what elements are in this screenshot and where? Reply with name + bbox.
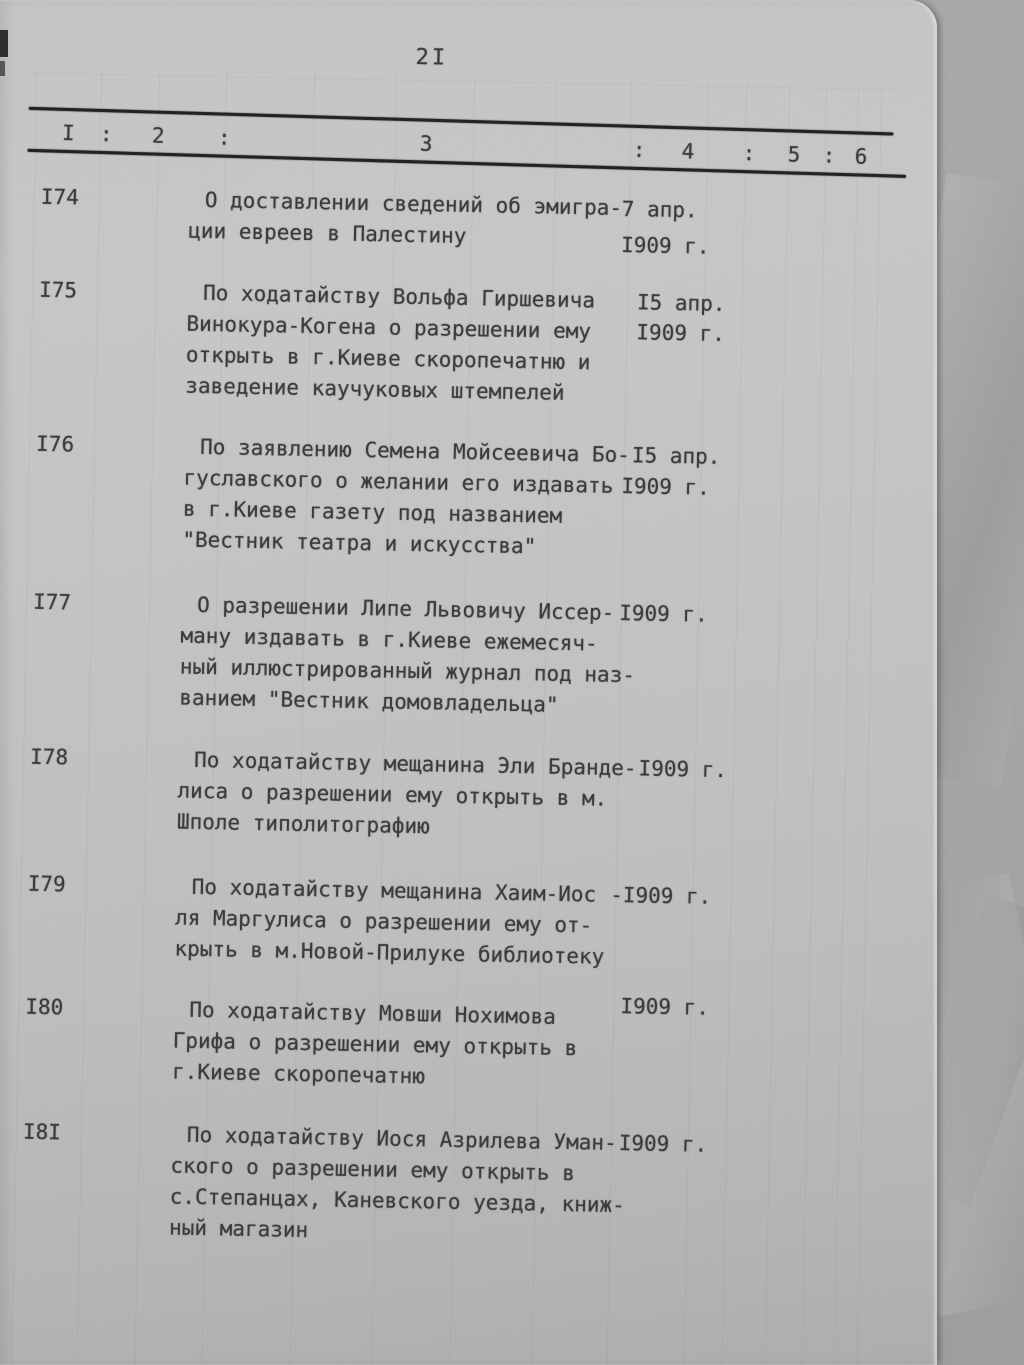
- entry-description-text: гуславского о желании его издавать: [183, 465, 614, 498]
- entry-description-text: с.Степанцах, Каневского уезда, книж-: [169, 1184, 626, 1218]
- entry-date-column: [620, 991, 709, 1024]
- pencil-grid-line: [11, 67, 37, 1365]
- entry-description-text: ванием "Вестник домовладельца": [179, 685, 559, 717]
- entry-number: I8I: [22, 1119, 62, 1145]
- entry-date: I909 г.: [638, 756, 728, 783]
- entry-description: [172, 994, 578, 1095]
- header-rule-bottom: [27, 149, 906, 178]
- page-number: 2I: [415, 44, 449, 71]
- entry-description-text: "Вестник театра и искусства": [182, 527, 537, 559]
- entry-date: I909 г.: [620, 232, 710, 259]
- entry-description-text: По ходатайству Иося Азрилева Уман-: [186, 1122, 617, 1156]
- column-header-cell: I: [61, 120, 76, 146]
- pencil-grid-line: [76, 68, 102, 1365]
- entry-description-text: Шполе типолитографию: [176, 809, 431, 839]
- entry-description-text: Грифа о разрешении ему открыть в: [172, 1028, 578, 1061]
- entry-number: I74: [40, 184, 80, 210]
- entry-description-text: По ходатайству Вольфа Гиршевича: [202, 280, 596, 313]
- pencil-grid-line: [764, 81, 790, 1365]
- entry-description-text: О доставлении сведений об эмигра-: [204, 187, 623, 220]
- entry-description: [177, 745, 728, 849]
- entry-date: I909 г.: [619, 600, 708, 627]
- entry-description-text: ный магазин: [168, 1215, 309, 1243]
- entry-description-text: крыть в м.Новой-Прилуке библиотеку: [174, 936, 605, 969]
- entry-description: [179, 590, 708, 724]
- entry-description: [182, 432, 721, 566]
- column-header-cell: :: [99, 121, 114, 147]
- entry-number: I79: [27, 871, 66, 897]
- entry-description-text: Винокура-Когена о разрешении ему: [186, 311, 592, 344]
- entry-date: -I909 г.: [609, 882, 712, 909]
- pencil-grid-line: [833, 82, 859, 1365]
- column-header-cell: 3: [419, 131, 433, 156]
- entry-description-text: лиса о разрешении ему открыть в м.: [177, 778, 608, 811]
- entry-description: [174, 872, 711, 975]
- pencil-grid-line: [721, 80, 747, 1365]
- entry-description: [169, 1119, 708, 1253]
- entry-date-column: [636, 287, 726, 349]
- column-header-cell: 2: [151, 123, 165, 148]
- entry-description: [188, 185, 622, 255]
- entry-date: I909 г.: [636, 320, 726, 346]
- entry-date: I5 апр.: [631, 443, 721, 469]
- entry-description-text: ции евреев в Палестину: [188, 218, 467, 248]
- entry-description-text: ный иллюстрированный журнал под наз-: [179, 654, 636, 688]
- entry-number: I77: [32, 589, 72, 615]
- entry-description-text: заведение каучуковых штемпелей: [185, 373, 565, 405]
- column-header-cell: :: [632, 137, 646, 163]
- entry-description-text: открыть в г.Киеве скоропечатню и: [185, 342, 591, 375]
- entry-date: I909 г.: [621, 473, 711, 500]
- entry-number: I75: [38, 277, 78, 303]
- column-header-cell: 5: [787, 142, 801, 167]
- entry-date: I909 г.: [618, 1131, 708, 1157]
- column-header-cell: 6: [854, 144, 868, 169]
- entry-description-text: г.Киеве скоропечатню: [171, 1059, 426, 1089]
- entry-description-text: По ходатайству мещанина Хаим-Иос: [191, 874, 597, 907]
- entry-date: 7 апр.: [621, 196, 698, 223]
- entry-description-text: в г.Киеве газету под названием: [182, 496, 563, 528]
- pencil-grid-line: [856, 83, 882, 1365]
- entry-date: I909 г.: [620, 994, 710, 1020]
- entry-description-text: ману издавать в г.Киеве ежемесяч-: [180, 623, 598, 656]
- entry-description-text: По заявлению Семена Мойсеевича Бо-: [199, 434, 631, 468]
- entry-date-column: [621, 191, 711, 265]
- column-header-cell: 4: [681, 139, 695, 164]
- entry-description-text: ского о разрешении ему открыть в: [170, 1153, 576, 1186]
- entry-number: I80: [25, 994, 64, 1020]
- entry-description-text: По ходатайству мещанина Эли Бранде-: [193, 747, 637, 781]
- entry-number: I76: [35, 431, 75, 457]
- entry-description: [185, 278, 595, 410]
- pencil-grid-line: [801, 82, 827, 1365]
- entry-number: I78: [29, 744, 69, 770]
- pencil-grid-line: [134, 69, 160, 1365]
- column-header-cell: :: [742, 141, 756, 166]
- column-header-cell: :: [822, 143, 836, 168]
- entry-description-text: О разрешении Липе Львовичу Иссер-: [196, 592, 615, 625]
- entry-description-line: [185, 371, 593, 410]
- entry-description-text: По ходатайству Мовши Нохимова: [189, 997, 557, 1029]
- column-header-cell: :: [217, 125, 231, 150]
- entry-date: I5 апр.: [636, 290, 726, 316]
- entry-description-text: ля Маргулиса о разрешении ему от-: [174, 905, 593, 938]
